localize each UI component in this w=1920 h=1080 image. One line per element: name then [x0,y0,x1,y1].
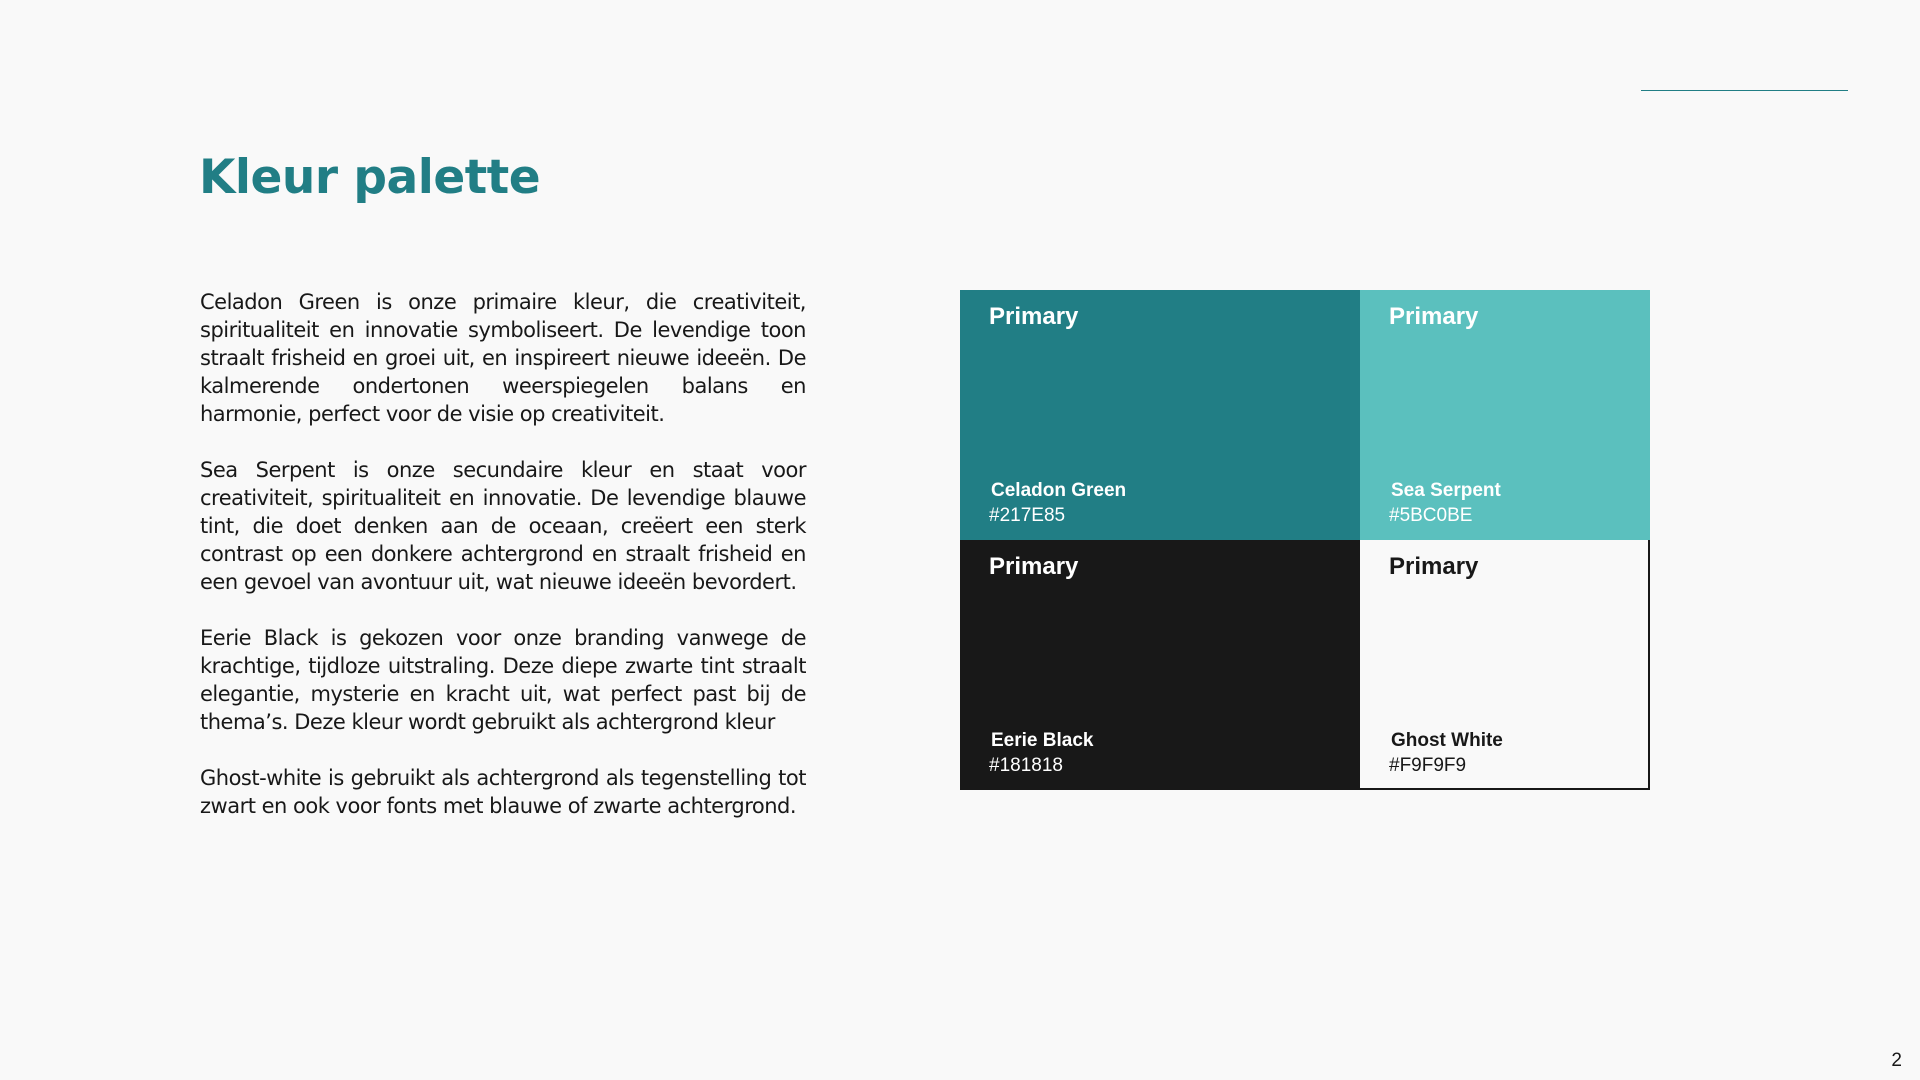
paragraph-eerie-black: Eerie Black is gekozen voor onze branding vanwege de krachtige, tijdloze uitstraling. Deze diepe zwarte tint straalt elegantie, mysterie en kracht uit, wat perfect past bij de thema’s. Deze kleur wordt gebruikt als achtergrond kleur [200,626,806,734]
swatch-tag: Primary [989,553,1079,580]
swatch-name: Ghost White [1391,730,1503,751]
swatch-hex: #5BC0BE [1389,505,1473,526]
paragraph-ghost-white: Ghost-white is gebruikt als achtergrond als tegenstelling tot zwart en ook voor fonts met blauwe of zwarte achtergrond. [200,766,806,818]
description-column [200,288,806,848]
swatch-tag: Primary [1389,303,1479,330]
swatch-ghost-white [1360,540,1650,790]
accent-line [1641,90,1848,91]
swatch-celadon-green [960,290,1360,540]
paragraph-celadon-green: Celadon Green is onze primaire kleur, die creativiteit, spiritualiteit en innovatie symboliseert. De levendige toon straalt frisheid en groei uit, en inspireert nieuwe ideeën. De kalmerende ondertonen weerspiegelen balans en harmonie, perfect voor de visie op creativiteit. [200,290,806,426]
swatch-hex: #181818 [989,755,1063,776]
swatch-tag: Primary [989,303,1079,330]
swatch-hex: #F9F9F9 [1389,755,1467,776]
paragraph-sea-serpent: Sea Serpent is onze secundaire kleur en staat voor creativiteit, spiritualiteit en innovatie. De levendige blauwe tint, die doet denken aan de oceaan, creëert een sterk contrast op een donkere achtergrond en straalt frisheid en een gevoel van avontuur uit, wat nieuwe ideeën bevordert. [200,458,806,594]
swatch-name: Sea Serpent [1391,480,1501,501]
swatch-tag: Primary [1389,553,1479,580]
swatch-eerie-black [960,540,1360,790]
slide-title: Kleur palette [199,150,541,205]
swatch-name: Eerie Black [991,730,1094,751]
swatch-name: Celadon Green [991,480,1127,501]
page-number: 2 [1891,1050,1902,1071]
swatch-hex: #217E85 [989,505,1066,526]
color-palette-grid [960,290,1650,790]
swatch-sea-serpent [1360,290,1650,540]
